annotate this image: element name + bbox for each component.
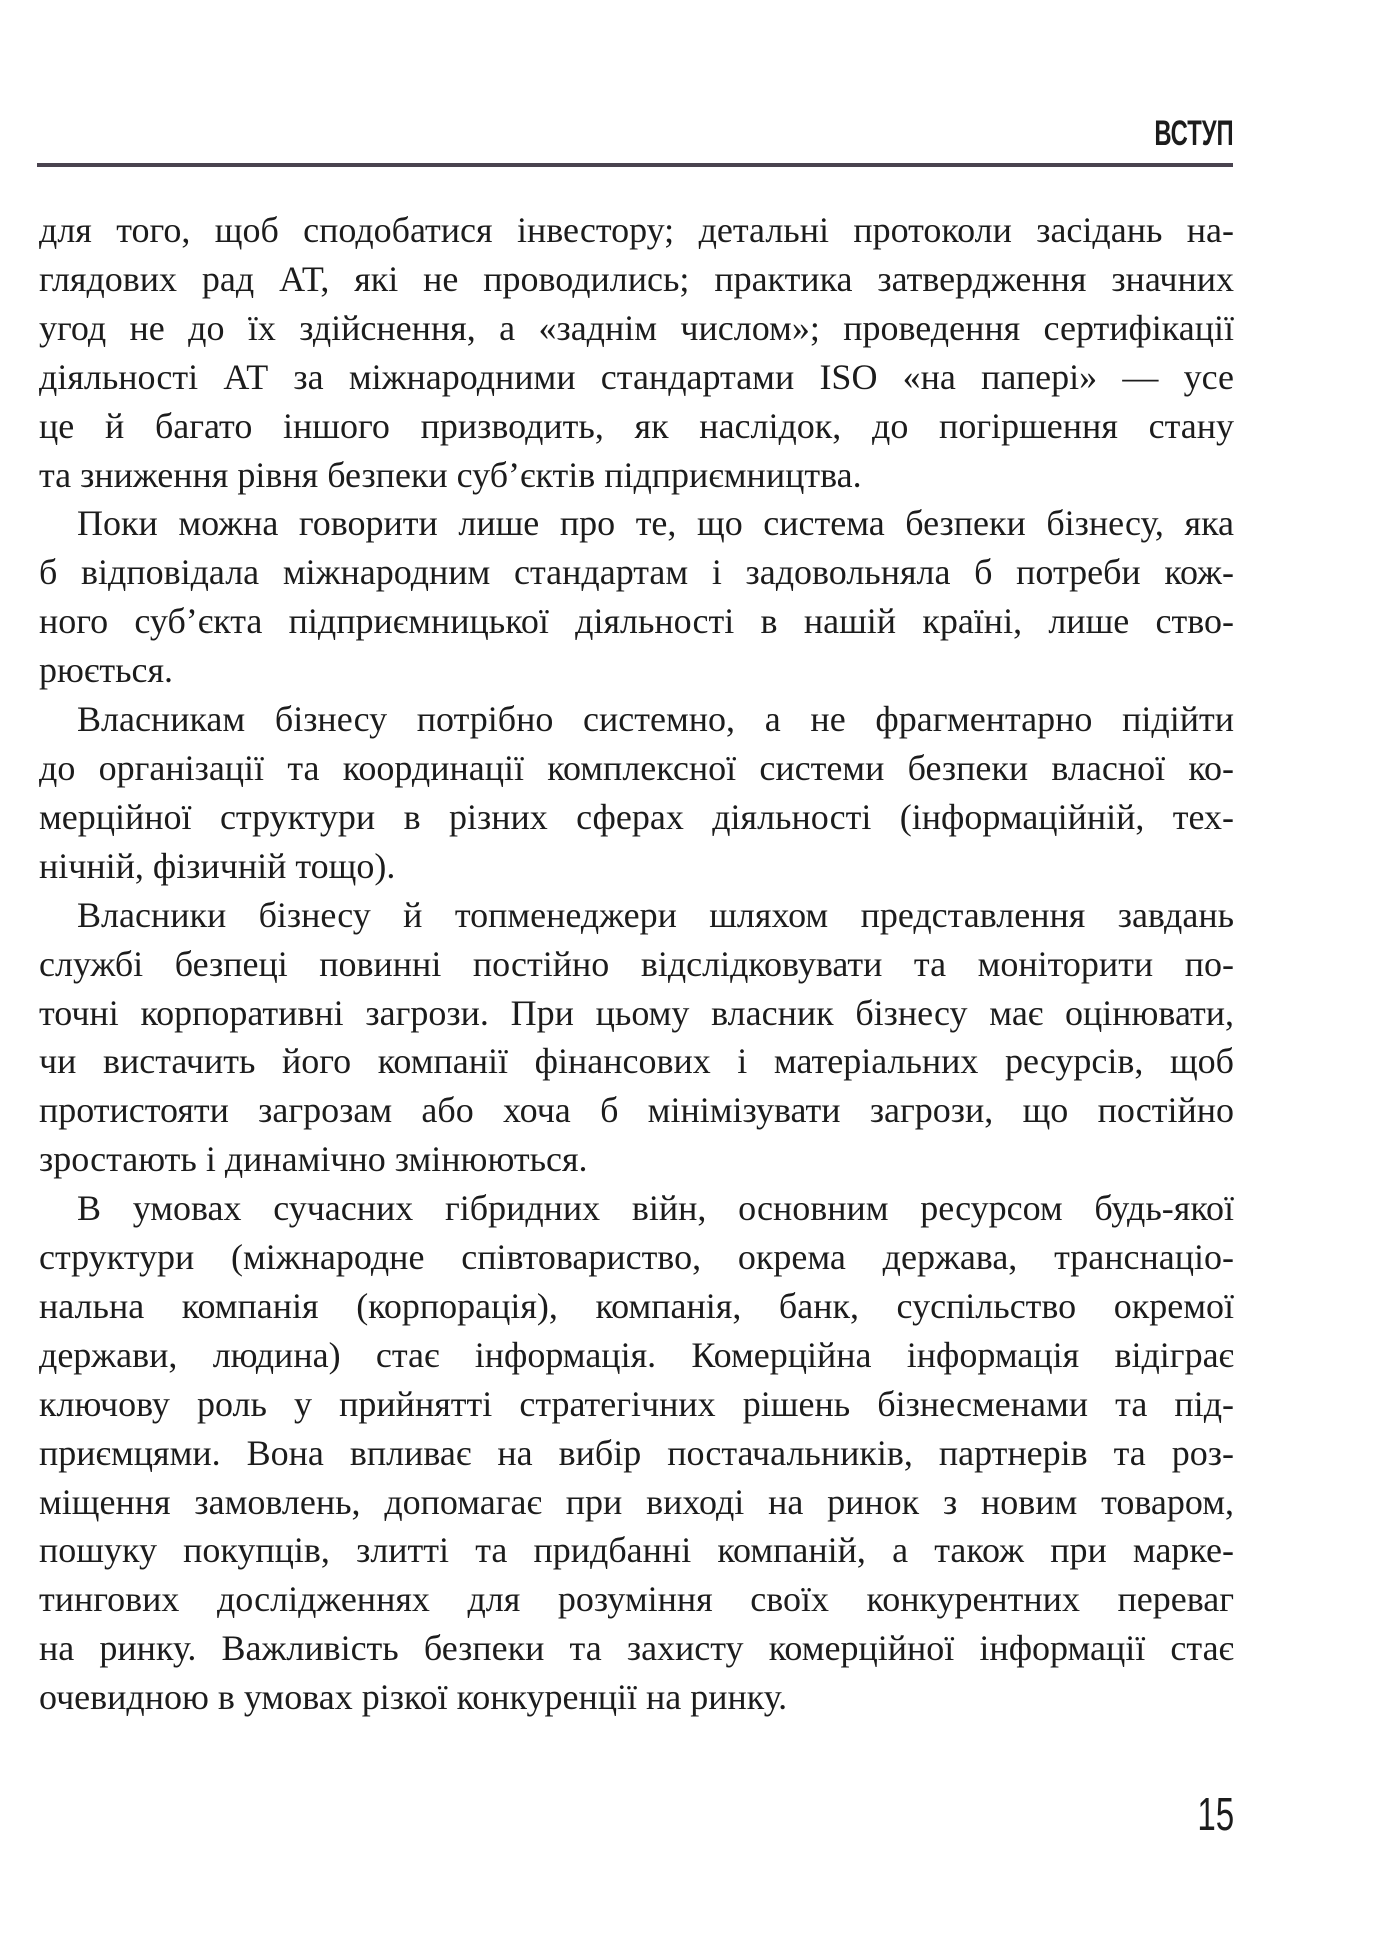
- text-line: тингових дослідженнях для розуміння своїх конкурентних переваг: [39, 1579, 1234, 1620]
- text-line: діяльності АТ за міжнародними стандартами ISO «на папері» — усе: [39, 356, 1234, 397]
- text-line: ключову роль у прийнятті стратегічних рішень бізнесменами та під-: [39, 1383, 1234, 1424]
- text-line: це й багато іншого призводить, як наслідок, до погіршення стану: [39, 405, 1234, 446]
- paragraph: [39, 695, 1234, 891]
- text-line: міщення замовлень, допомагає при виході на ринок з новим товаром,: [39, 1481, 1234, 1522]
- text-line: для того, щоб сподобатися інвестору; детальні протоколи засідань на-: [39, 210, 1234, 250]
- text-line: очевидною в умовах різкої конкуренції на ринку.: [39, 1677, 788, 1718]
- text-line: держави, людина) стає інформація. Комерційна інформація відіграє: [39, 1334, 1234, 1375]
- text-line: угод не до їх здійснення, а «заднім числом»; проведення сертифікації: [39, 307, 1234, 348]
- text-line: нічній, фізичній тощо).: [39, 845, 396, 886]
- text-line: зростають і динамічно змінюються.: [39, 1139, 588, 1180]
- text-line: протистояти загрозам або хоча б мінімізувати загрози, що постійно: [39, 1090, 1234, 1131]
- text-line: ного суб’єкта підприємницької діяльності в нашій країні, лише ство-: [39, 601, 1234, 642]
- text-line: приємцями. Вона впливає на вибір постачальників, партнерів та роз-: [39, 1432, 1234, 1473]
- text-line: мерційної структури в різних сферах діяльності (інформаційній, тех-: [39, 796, 1234, 837]
- paragraph: [39, 499, 1234, 695]
- header-rule: [37, 163, 1233, 167]
- text-line: глядових рад АТ, які не проводились; практика затвердження значних: [39, 258, 1234, 299]
- text-line: на ринку. Важливість безпеки та захисту комерційної інформації стає: [39, 1628, 1234, 1669]
- text-line: пошуку покупців, злитті та придбанні компаній, а також при марке-: [39, 1530, 1234, 1571]
- paragraph: [39, 891, 1234, 1184]
- text-line: та зниження рівня безпеки суб’єктів підприємництва.: [39, 454, 862, 495]
- text-line: Поки можна говорити лише про те, що система безпеки бізнесу, яка: [77, 503, 1234, 544]
- text-line: до організації та координації комплексної системи безпеки власної ко-: [39, 747, 1234, 788]
- body-text: [39, 206, 1234, 1722]
- running-header-title: ВСТУП: [1154, 114, 1234, 153]
- text-line: структури (міжнародне співтовариство, окрема держава, транснаціо-: [39, 1237, 1234, 1278]
- text-line: рюється.: [39, 650, 174, 691]
- paragraph: [39, 206, 1234, 499]
- text-line: чи вистачить його компанії фінансових і матеріальних ресурсів, щоб: [39, 1041, 1234, 1082]
- text-line: Власники бізнесу й топменеджери шляхом представлення завдань: [77, 894, 1234, 935]
- text-line: В умовах сучасних гібридних війн, основним ресурсом будь-якої: [77, 1188, 1234, 1229]
- text-line: нальна компанія (корпорація), компанія, банк, суспільство окремої: [39, 1285, 1234, 1326]
- text-line: службі безпеці повинні постійно відслідковувати та моніторити по-: [39, 943, 1234, 984]
- paragraph: [39, 1184, 1234, 1722]
- page-number: 15: [1197, 1788, 1234, 1840]
- text-line: точні корпоративні загрози. При цьому власник бізнесу має оцінювати,: [39, 992, 1234, 1033]
- text-line: б відповідала міжнародним стандартам і задовольняла б потреби кож-: [39, 552, 1234, 593]
- text-line: Власникам бізнесу потрібно системно, а не фрагментарно підійти: [77, 699, 1234, 740]
